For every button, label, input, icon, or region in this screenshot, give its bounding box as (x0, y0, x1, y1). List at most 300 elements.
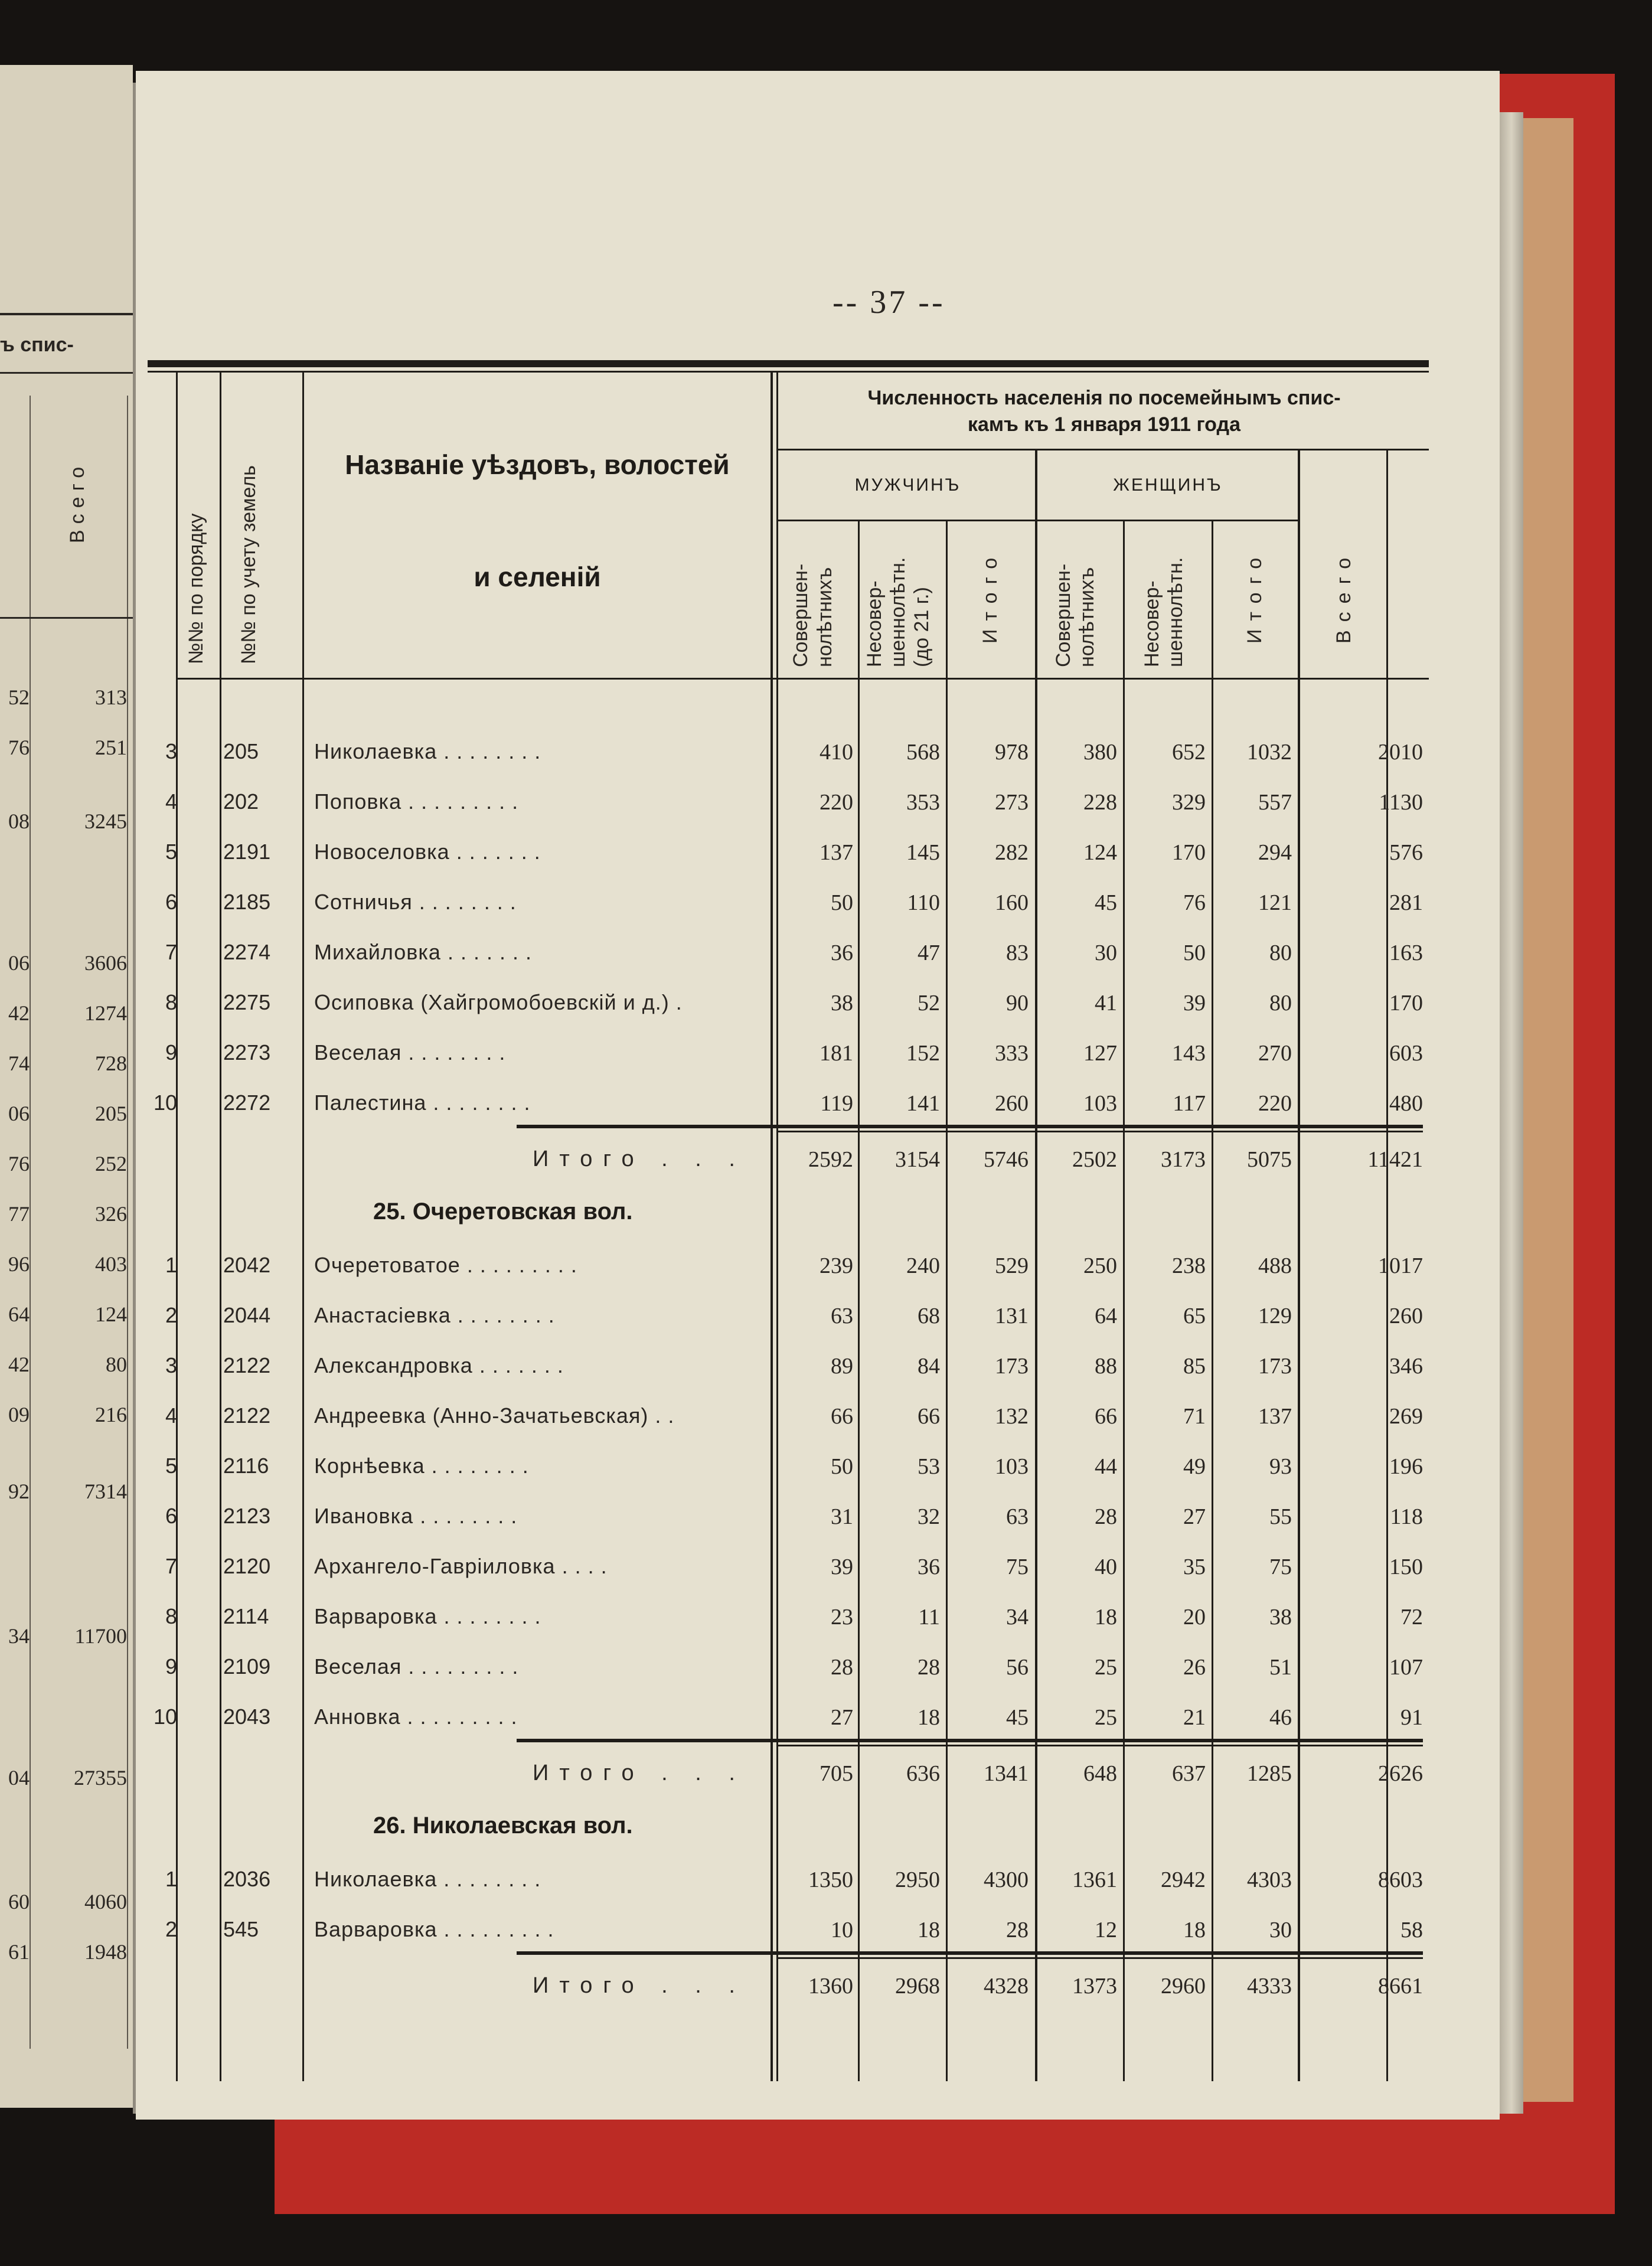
row-land-code: 2273 (223, 1040, 271, 1065)
cell-value: 51 (1269, 1655, 1292, 1680)
cell-value: 50 (1183, 941, 1206, 965)
table-row (136, 1246, 1500, 1293)
row-land-code: 2272 (223, 1090, 271, 1115)
row-land-code: 2044 (223, 1303, 271, 1327)
document-page (136, 71, 1500, 2120)
cell-value: 294 (1258, 840, 1292, 865)
left-page-value: 76 (8, 1152, 30, 1176)
row-order-number: 5 (165, 840, 177, 864)
cell-value: 117 (1173, 1091, 1206, 1116)
left-page-value: 252 (95, 1152, 127, 1176)
row-land-code: 2114 (223, 1604, 269, 1628)
cell-value: 53 (918, 1454, 940, 1479)
cell-value: 8603 (1378, 1867, 1423, 1892)
cell-value: 85 (1183, 1354, 1206, 1379)
cell-value: 52 (918, 991, 940, 1016)
left-page-value: 251 (95, 736, 127, 759)
table-row (136, 1647, 1500, 1694)
left-page-value: 1948 (84, 1940, 127, 1964)
cell-value: 84 (918, 1354, 940, 1379)
cell-value: 63 (831, 1304, 853, 1328)
total-label: Итого . . . (533, 1973, 746, 1998)
cell-value: 124 (1083, 840, 1117, 865)
left-page-value: 61 (8, 1940, 30, 1964)
cell-value: 137 (1258, 1404, 1292, 1429)
m-adult-header-2: нолѣтнихъ (814, 567, 836, 667)
left-page-value: 313 (95, 685, 127, 709)
cell-value: 91 (1400, 1705, 1423, 1730)
cell-value: 80 (1269, 941, 1292, 965)
row-order-number: 7 (165, 1554, 177, 1578)
cell-value: 152 (906, 1041, 940, 1066)
m-total-header: Итого (979, 549, 1001, 644)
left-page-value: 06 (8, 951, 30, 975)
cell-value: 480 (1389, 1091, 1423, 1116)
col-header-land: №№ по учету земель (237, 465, 260, 664)
cell-value: 36 (918, 1555, 940, 1579)
row-settlement-name: Веселая . . . . . . . . (314, 1040, 506, 1065)
cell-value: 88 (1095, 1354, 1117, 1379)
cell-value: 75 (1006, 1555, 1029, 1579)
cell-value: 143 (1172, 1041, 1206, 1066)
cover-edge (1514, 118, 1573, 2102)
cell-value: 2942 (1161, 1867, 1206, 1892)
m-minor-header-3: (до 21 г.) (910, 587, 933, 667)
cell-value: 38 (831, 991, 853, 1016)
m-minor-header-1: Несовер- (863, 580, 886, 667)
left-page-value: 3245 (84, 809, 127, 833)
w-minor-header-2: шеннолѣтн. (1164, 557, 1187, 667)
cell-value: 329 (1172, 790, 1206, 815)
row-order-number: 4 (165, 789, 177, 814)
row-land-code: 2274 (223, 940, 271, 964)
cell-value: 45 (1006, 1705, 1029, 1730)
row-settlement-name: Очеретоватое . . . . . . . . . (314, 1253, 577, 1277)
w-total-header: Итого (1243, 549, 1266, 644)
page-number: -- 37 -- (832, 284, 945, 321)
row-order-number: 1 (165, 1253, 177, 1277)
left-page-value: 4060 (84, 1890, 127, 1914)
cell-value: 282 (995, 840, 1029, 865)
row-settlement-name: Новоселовка . . . . . . . (314, 840, 541, 864)
row-settlement-name: Ивановка . . . . . . . . (314, 1504, 518, 1528)
left-page-value: 64 (8, 1302, 30, 1326)
left-page-value: 403 (95, 1252, 127, 1276)
cell-value: 68 (918, 1304, 940, 1328)
row-settlement-name: Михайловка . . . . . . . (314, 940, 532, 964)
total-row (136, 1966, 1500, 2013)
cell-value: 4328 (984, 1974, 1029, 1999)
col-header-order: №№ по порядку (185, 513, 207, 664)
cell-value: 636 (906, 1761, 940, 1786)
left-page-value: 60 (8, 1890, 30, 1914)
cell-value: 132 (995, 1404, 1029, 1429)
cell-value: 107 (1389, 1655, 1423, 1680)
cell-value: 5746 (984, 1147, 1029, 1172)
cell-value: 50 (831, 890, 853, 915)
total-rule (517, 1739, 1423, 1742)
cell-value: 173 (995, 1354, 1029, 1379)
cell-value: 220 (1258, 1091, 1292, 1116)
left-page-value: 77 (8, 1202, 30, 1226)
cell-value: 46 (1269, 1705, 1292, 1730)
left-page-value: 1274 (84, 1001, 127, 1025)
cell-value: 1130 (1379, 790, 1423, 815)
cell-value: 2950 (895, 1867, 940, 1892)
w-minor-header-1: Несовер- (1141, 580, 1163, 667)
m-adult-header-1: Совершен- (789, 563, 812, 667)
cell-value: 12 (1095, 1918, 1117, 1942)
cell-value: 21 (1183, 1705, 1206, 1730)
left-page-value: 04 (8, 1766, 30, 1790)
cell-value: 4333 (1247, 1974, 1292, 1999)
total-rule (776, 1745, 1423, 1746)
cell-value: 270 (1258, 1041, 1292, 1066)
left-page-value: 124 (95, 1302, 127, 1326)
left-page-value: 7314 (84, 1480, 127, 1503)
row-order-number: 2 (165, 1303, 177, 1327)
men-header: МУЖЧИНЪ (854, 475, 961, 495)
cell-value: 65 (1183, 1304, 1206, 1328)
table-row (136, 732, 1500, 779)
cell-value: 11 (918, 1605, 940, 1630)
cell-value: 196 (1389, 1454, 1423, 1479)
cell-value: 2592 (808, 1147, 853, 1172)
left-page-value: 52 (8, 685, 30, 709)
row-settlement-name: Николаевка . . . . . . . . (314, 1867, 541, 1891)
population-title-line1: Численность населенія по посемейнымъ спис- (867, 387, 1341, 409)
table-row (136, 782, 1500, 830)
row-land-code: 2043 (223, 1705, 271, 1729)
row-land-code: 545 (223, 1917, 259, 1941)
table-row (136, 1033, 1500, 1080)
cell-value: 32 (918, 1504, 940, 1529)
left-page-value: 76 (8, 736, 30, 759)
section-title: 25. Очеретовская вол. (373, 1199, 633, 1225)
cell-value: 2502 (1072, 1147, 1117, 1172)
table-row (136, 1346, 1500, 1393)
cell-value: 576 (1389, 840, 1423, 865)
total-row (136, 1754, 1500, 1801)
cell-value: 648 (1083, 1761, 1117, 1786)
row-order-number: 7 (165, 940, 177, 964)
cell-value: 89 (831, 1354, 853, 1379)
row-settlement-name: Сотничья . . . . . . . . (314, 890, 517, 914)
cell-value: 1285 (1247, 1761, 1292, 1786)
cell-value: 529 (995, 1253, 1029, 1278)
table-row (136, 883, 1500, 930)
cell-value: 129 (1258, 1304, 1292, 1328)
cell-value: 11421 (1367, 1147, 1423, 1172)
cell-value: 47 (918, 941, 940, 965)
cell-value: 260 (1389, 1304, 1423, 1328)
cell-value: 25 (1095, 1655, 1117, 1680)
row-order-number: 3 (165, 1353, 177, 1377)
cell-value: 34 (1006, 1605, 1029, 1630)
table-row (136, 1296, 1500, 1343)
row-settlement-name: Корнѣевка . . . . . . . . (314, 1454, 529, 1478)
cell-value: 28 (1095, 1504, 1117, 1529)
left-page-value: 326 (95, 1202, 127, 1226)
cell-value: 160 (995, 890, 1029, 915)
cell-value: 2626 (1378, 1761, 1423, 1786)
cell-value: 18 (918, 1918, 940, 1942)
cell-value: 110 (907, 890, 940, 915)
cell-value: 239 (820, 1253, 853, 1278)
row-settlement-name: Андреевка (Анно-Зачатьевская) . . (314, 1403, 675, 1428)
cell-value: 18 (1183, 1918, 1206, 1942)
cell-value: 28 (918, 1655, 940, 1680)
cell-value: 39 (1183, 991, 1206, 1016)
cell-value: 103 (1083, 1091, 1117, 1116)
cell-value: 4303 (1247, 1867, 1292, 1892)
cell-value: 45 (1095, 890, 1117, 915)
cell-value: 44 (1095, 1454, 1117, 1479)
cell-value: 38 (1269, 1605, 1292, 1630)
total-label: Итого . . . (533, 1147, 746, 1171)
row-settlement-name: Веселая . . . . . . . . . (314, 1654, 519, 1679)
left-page-value: 80 (106, 1353, 127, 1376)
row-land-code: 2185 (223, 890, 271, 914)
left-page (0, 65, 133, 2108)
cell-value: 41 (1095, 991, 1117, 1016)
row-order-number: 8 (165, 990, 177, 1014)
row-order-number: 1 (165, 1867, 177, 1891)
row-land-code: 2036 (223, 1867, 271, 1891)
cell-value: 4300 (984, 1867, 1029, 1892)
table-row (136, 1860, 1500, 1907)
cell-value: 978 (995, 740, 1029, 765)
w-adult-header-2: нолѣтнихъ (1076, 567, 1098, 667)
cell-value: 18 (1095, 1605, 1117, 1630)
cell-value: 346 (1389, 1354, 1423, 1379)
m-minor-header-2: шеннолѣтн. (887, 557, 909, 667)
left-page-value: 74 (8, 1052, 30, 1075)
row-settlement-name: Анновка . . . . . . . . . (314, 1705, 518, 1729)
cell-value: 76 (1183, 890, 1206, 915)
cell-value: 141 (906, 1091, 940, 1116)
row-land-code: 2116 (223, 1454, 269, 1478)
cell-value: 173 (1258, 1354, 1292, 1379)
row-land-code: 2042 (223, 1253, 271, 1277)
cell-value: 71 (1183, 1404, 1206, 1429)
cell-value: 281 (1389, 890, 1423, 915)
cell-value: 63 (1006, 1504, 1029, 1529)
cell-value: 603 (1389, 1041, 1423, 1066)
table-row (136, 1547, 1500, 1594)
table-row (136, 1396, 1500, 1444)
cell-value: 2968 (895, 1974, 940, 1999)
cell-value: 23 (831, 1605, 853, 1630)
cell-value: 66 (1095, 1404, 1117, 1429)
cell-value: 55 (1269, 1504, 1292, 1529)
left-page-value: 42 (8, 1353, 30, 1376)
left-page-value: 205 (95, 1102, 127, 1125)
cell-value: 1017 (1378, 1253, 1423, 1278)
cell-value: 26 (1183, 1655, 1206, 1680)
cell-value: 90 (1006, 991, 1029, 1016)
row-land-code: 2275 (223, 990, 271, 1014)
row-order-number: 6 (165, 890, 177, 914)
row-order-number: 4 (165, 1403, 177, 1428)
cell-value: 5075 (1247, 1147, 1292, 1172)
cell-value: 93 (1269, 1454, 1292, 1479)
cell-value: 118 (1390, 1504, 1423, 1529)
cell-value: 380 (1083, 740, 1117, 765)
left-page-value: 96 (8, 1252, 30, 1276)
row-land-code: 2109 (223, 1654, 271, 1679)
row-order-number: 9 (165, 1654, 177, 1679)
table-row (136, 1697, 1500, 1745)
table-row (136, 1447, 1500, 1494)
left-page-value: 27355 (74, 1766, 127, 1790)
row-order-number: 5 (165, 1454, 177, 1478)
cell-value: 150 (1389, 1555, 1423, 1579)
left-page-col-header: Всего (66, 461, 89, 543)
top-rule (148, 360, 1429, 367)
cell-value: 83 (1006, 941, 1029, 965)
row-order-number: 8 (165, 1604, 177, 1628)
cell-value: 145 (906, 840, 940, 865)
left-page-value: 92 (8, 1480, 30, 1503)
cell-value: 8661 (1378, 1974, 1423, 1999)
cell-value: 64 (1095, 1304, 1117, 1328)
women-header: ЖЕНЩИНЪ (1113, 475, 1223, 495)
cell-value: 568 (906, 740, 940, 765)
cell-value: 27 (831, 1705, 853, 1730)
cell-value: 80 (1269, 991, 1292, 1016)
row-order-number: 10 (153, 1705, 177, 1729)
cell-value: 1032 (1247, 740, 1292, 765)
cell-value: 652 (1172, 740, 1206, 765)
total-label: Итого . . . (533, 1761, 746, 1785)
row-land-code: 202 (223, 789, 259, 814)
left-page-header-fragment: ъ спис- (0, 334, 74, 356)
cell-value: 250 (1083, 1253, 1117, 1278)
cell-value: 488 (1258, 1253, 1292, 1278)
left-page-value: 728 (95, 1052, 127, 1075)
row-order-number: 3 (165, 739, 177, 763)
row-settlement-name: Архангело-Гавріиловка . . . . (314, 1554, 608, 1578)
cell-value: 240 (906, 1253, 940, 1278)
row-land-code: 2120 (223, 1554, 271, 1578)
cell-value: 1361 (1072, 1867, 1117, 1892)
row-order-number: 2 (165, 1917, 177, 1941)
table-row (136, 1083, 1500, 1131)
row-land-code: 205 (223, 739, 259, 763)
cell-value: 410 (820, 740, 853, 765)
cell-value: 31 (831, 1504, 853, 1529)
cell-value: 103 (995, 1454, 1029, 1479)
total-rule (517, 1951, 1423, 1955)
cell-value: 163 (1389, 941, 1423, 965)
cell-value: 269 (1389, 1404, 1423, 1429)
row-settlement-name: Осиповка (Хайгромобоевскій и д.) . (314, 990, 683, 1014)
row-order-number: 6 (165, 1504, 177, 1528)
cell-value: 1360 (808, 1974, 853, 1999)
table-row (136, 1910, 1500, 1957)
cell-value: 18 (918, 1705, 940, 1730)
cell-value: 119 (820, 1091, 853, 1116)
cell-value: 637 (1172, 1761, 1206, 1786)
total-rule (776, 1131, 1423, 1132)
cell-value: 30 (1269, 1918, 1292, 1942)
cell-value: 28 (831, 1655, 853, 1680)
row-order-number: 10 (153, 1090, 177, 1115)
left-page-value: 42 (8, 1001, 30, 1025)
col-header-name-line2: и селеній (474, 561, 601, 592)
cell-value: 30 (1095, 941, 1117, 965)
total-row (136, 1139, 1500, 1187)
row-settlement-name: Варваровка . . . . . . . . . (314, 1917, 554, 1941)
table-row (136, 983, 1500, 1030)
cell-value: 20 (1183, 1605, 1206, 1630)
left-page-value: 3606 (84, 951, 127, 975)
cell-value: 121 (1258, 890, 1292, 915)
table-row (136, 832, 1500, 880)
cell-value: 220 (820, 790, 853, 815)
cell-value: 66 (831, 1404, 853, 1429)
cell-value: 25 (1095, 1705, 1117, 1730)
grand-total-header: Всего (1333, 549, 1355, 644)
row-order-number: 9 (165, 1040, 177, 1065)
cell-value: 238 (1172, 1253, 1206, 1278)
row-settlement-name: Анастасіевка . . . . . . . . (314, 1303, 555, 1327)
total-rule (776, 1957, 1423, 1959)
cell-value: 1341 (984, 1761, 1029, 1786)
total-rule (517, 1125, 1423, 1128)
left-page-value: 34 (8, 1624, 30, 1648)
cell-value: 131 (995, 1304, 1029, 1328)
left-page-value: 08 (8, 809, 30, 833)
population-title-line2: камъ къ 1 января 1911 года (968, 413, 1240, 436)
cell-value: 2960 (1161, 1974, 1206, 1999)
cell-value: 181 (820, 1041, 853, 1066)
row-settlement-name: Поповка . . . . . . . . . (314, 789, 519, 814)
table-row (136, 933, 1500, 980)
cell-value: 50 (831, 1454, 853, 1479)
cell-value: 137 (820, 840, 853, 865)
left-page-value: 06 (8, 1102, 30, 1125)
cell-value: 36 (831, 941, 853, 965)
cell-value: 3154 (895, 1147, 940, 1172)
cell-value: 40 (1095, 1555, 1117, 1579)
cell-value: 1373 (1072, 1974, 1117, 1999)
row-settlement-name: Николаевка . . . . . . . . (314, 739, 541, 763)
col-header-name-line1: Названіе уѣздовъ, волостей (345, 449, 730, 480)
left-page-value: 09 (8, 1403, 30, 1426)
cell-value: 35 (1183, 1555, 1206, 1579)
row-land-code: 2122 (223, 1403, 271, 1428)
cell-value: 3173 (1161, 1147, 1206, 1172)
cell-value: 10 (831, 1918, 853, 1942)
cell-value: 39 (831, 1555, 853, 1579)
cell-value: 58 (1400, 1918, 1423, 1942)
cell-value: 127 (1083, 1041, 1117, 1066)
w-adult-header-1: Совершен- (1052, 563, 1075, 667)
cell-value: 333 (995, 1041, 1029, 1066)
cell-value: 27 (1183, 1504, 1206, 1529)
section-title: 26. Николаевская вол. (373, 1813, 633, 1839)
row-land-code: 2191 (223, 840, 271, 864)
cell-value: 28 (1006, 1918, 1029, 1942)
cell-value: 49 (1183, 1454, 1206, 1479)
cell-value: 75 (1269, 1555, 1292, 1579)
left-page-value: 216 (95, 1403, 127, 1426)
left-page-value: 11700 (74, 1624, 127, 1648)
cell-value: 228 (1083, 790, 1117, 815)
row-settlement-name: Палестина . . . . . . . . (314, 1090, 531, 1115)
